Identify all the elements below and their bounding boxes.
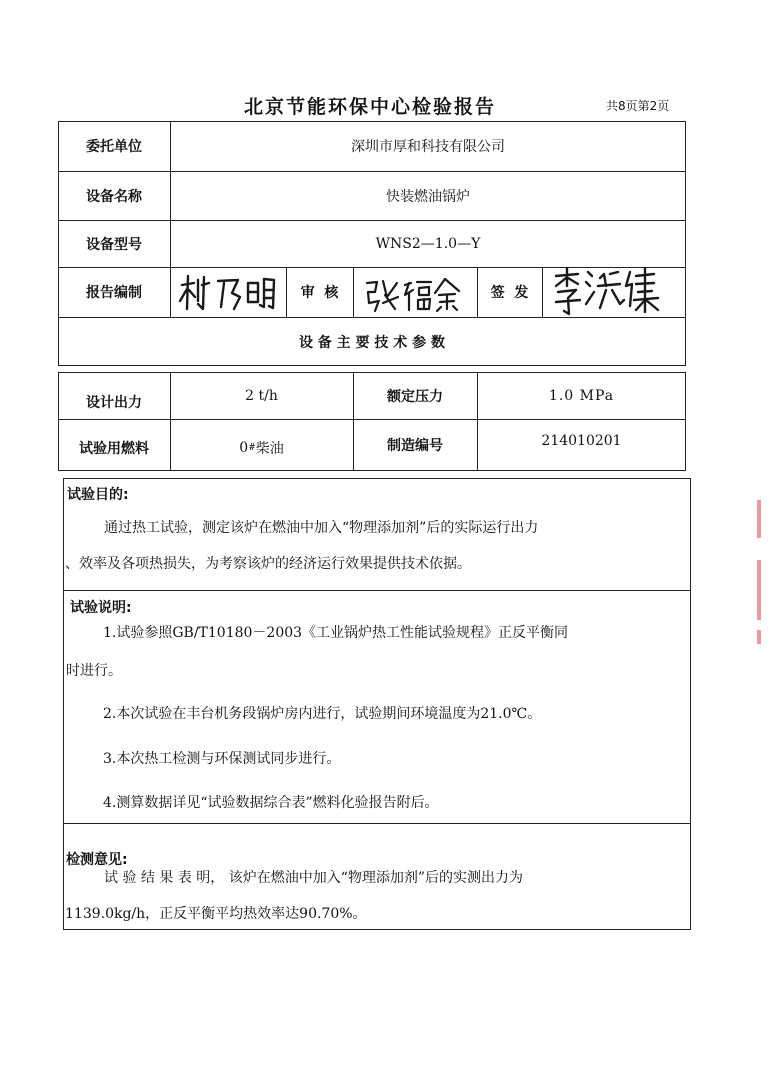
- compiled-signature: [176, 271, 280, 317]
- seal-edge-mark: [757, 560, 761, 620]
- model-value: WNS2—1.0—Y: [375, 235, 481, 252]
- approve-signature: [550, 264, 668, 322]
- capacity-label: 设计出力: [86, 394, 142, 411]
- seal-edge-mark: [757, 500, 761, 538]
- model-label: 设备型号: [86, 236, 142, 253]
- conclusion-title: 检测意见:: [66, 852, 128, 868]
- purpose-line-2: 、效率及各项热损失，为考察该炉的经济运行效果提供技术依据。: [65, 556, 471, 572]
- report-title: 北京节能环保中心检验报告: [243, 96, 496, 118]
- fuel-grade: 0: [239, 439, 249, 456]
- conclusion-line-2: 1139.0kg/h，正反平衡平均热效率达90.70%。: [65, 906, 367, 922]
- notes-title: 试验说明:: [70, 600, 132, 616]
- fuel-type: 柴油: [255, 440, 284, 457]
- serial-value: 214010201: [541, 432, 622, 449]
- client-label: 委托单位: [86, 139, 142, 155]
- seal-edge-mark: [757, 630, 761, 644]
- serial-label: 制造编号: [387, 437, 443, 454]
- notes-item-3: 3.本次热工检测与环保测试同步进行。: [103, 751, 341, 767]
- equipment-name-label: 设备名称: [86, 188, 142, 205]
- page-info: 共8页第2页: [606, 99, 670, 113]
- compiled-label: 报告编制: [86, 285, 142, 301]
- pressure-value: 1.0 MPa: [548, 387, 615, 404]
- params-heading: 设 备 主 要 技 术 参 数: [298, 334, 446, 351]
- fuel-value: [170, 424, 353, 471]
- fuel-grade-mark: #: [248, 442, 256, 453]
- capacity-value: 2 t/h: [245, 387, 278, 404]
- review-signature: [363, 273, 467, 317]
- purpose-title: 试验目的:: [67, 487, 129, 503]
- purpose-line-1: 通过热工试验，测定该炉在燃油中加入“物理添加剂”后的实际运行出力: [104, 520, 539, 536]
- fuel-label: 试验用燃料: [79, 440, 149, 457]
- equipment-name-value: 快装燃油锅炉: [386, 188, 470, 205]
- notes-item-4: 4.测算数据详见“试验数据综合表”燃料化验报告附后。: [103, 795, 439, 811]
- conclusion-line-1: 试 验 结 果 表 明， 该炉在燃油中加入“物理添加剂”后的实测出力为: [104, 870, 524, 886]
- notes-item-2: 2.本次试验在丰台机务段锅炉房内进行，试验期间环境温度为21.0℃。: [103, 706, 542, 722]
- client-value: 深圳市厚和科技有限公司: [351, 139, 505, 155]
- notes-item-1-line-2: 时进行。: [66, 663, 122, 679]
- review-label: 审 核: [300, 285, 339, 301]
- pressure-label: 额定压力: [387, 388, 443, 405]
- approve-label: 签 发: [490, 285, 529, 301]
- notes-item-1-line-1: 1.试验参照GB/T10180－2003《工业锅炉热工性能试验规程》正反平衡同: [103, 625, 569, 641]
